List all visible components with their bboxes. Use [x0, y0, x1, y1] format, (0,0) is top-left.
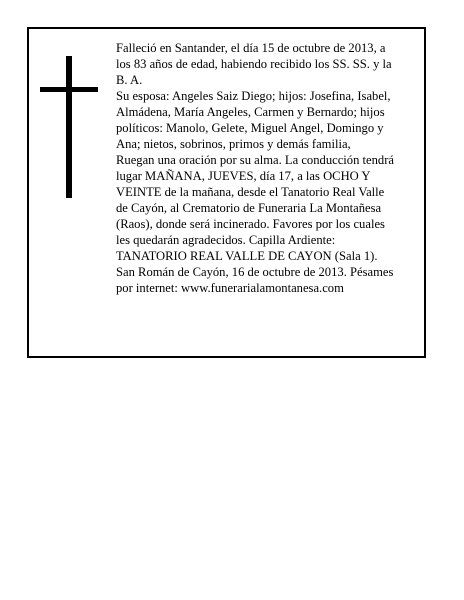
notice-line: los 83 años de edad, habiendo recibido los SS. SS. y la [116, 57, 392, 71]
notice-line: TANATORIO REAL VALLE DE CAYON (Sala 1). [116, 249, 378, 263]
notice-line: Ana; nietos, sobrinos, primos y demás familia, [116, 137, 351, 151]
notice-line: de Cayón, al Crematorio de Funeraria La Montañesa [116, 201, 382, 215]
notice-line: San Román de Cayón, 16 de octubre de 2013. Pésames [116, 265, 394, 279]
notice-line: lugar MAÑANA, JUEVES, día 17, a las OCHO Y [116, 169, 371, 183]
notice-line: Ruegan una oración por su alma. La conducción tendrá [116, 153, 395, 167]
notice-line: Falleció en Santander, el día 15 de octubre de 2013, a [116, 41, 386, 55]
latin-cross-icon [40, 56, 100, 198]
notice-line: les quedarán agradecidos. Capilla Ardiente: [116, 233, 336, 247]
notice-line: Almádena, María Angeles, Carmen y Bernardo; hijos [116, 105, 385, 119]
cross-horizontal-bar [40, 87, 98, 92]
notice-line: (Raos), donde será incinerado. Favores por los cuales [116, 217, 385, 231]
obituary-text [116, 40, 418, 296]
notice-line: Su esposa: Angeles Saiz Diego; hijos: Josefina, Isabel, [116, 89, 391, 103]
notice-line: políticos: Manolo, Gelete, Miguel Angel, Domingo y [116, 121, 384, 135]
notice-line: por internet: www.funerarialamontanesa.com [116, 281, 344, 295]
notice-line: VEINTE de la mañana, desde el Tanatorio Real Valle [116, 185, 385, 199]
obituary-notice [27, 27, 426, 358]
cross-vertical-bar [66, 56, 72, 198]
notice-line: B. A. [116, 73, 143, 87]
